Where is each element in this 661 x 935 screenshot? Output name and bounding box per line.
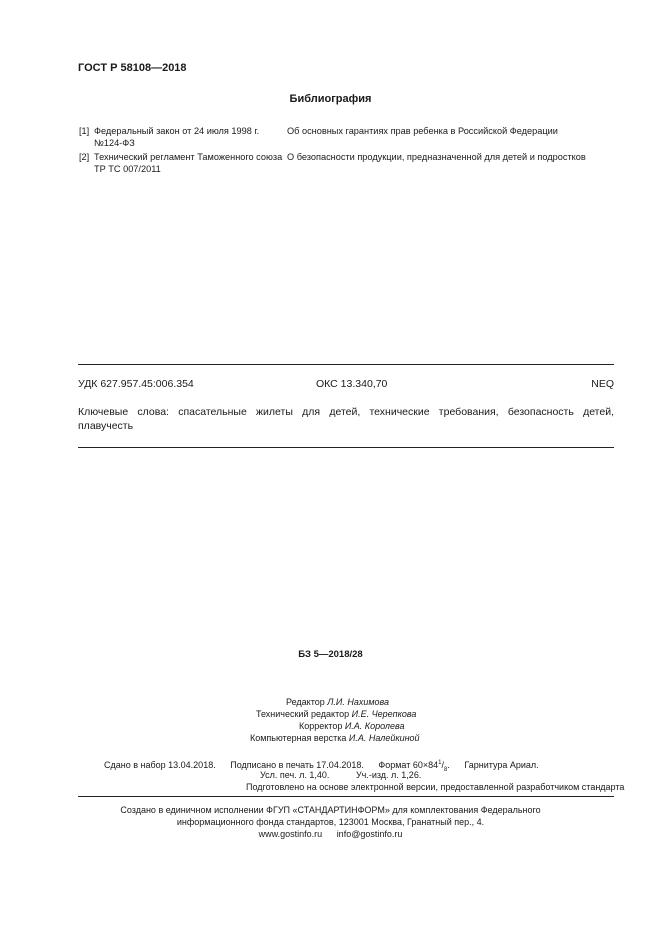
bibliography-item-source: Технический регламент Таможенного союза ТР ТС 007/2011 — [94, 152, 283, 174]
typeface: Гарнитура Ариал. — [464, 760, 539, 770]
udk-code: УДК 627.957.45:006.354 — [78, 378, 194, 390]
staff-person: И.А. Королева — [344, 721, 405, 731]
bibliography-title: Библиография — [289, 93, 372, 105]
staff-role: Редактор — [286, 697, 325, 707]
footer-line-1: Создано в единичном исполнении ФГУП «СТАНДАРТИНФОРМ» для комплектования Федерального — [120, 805, 541, 815]
bibliography-item-title: О безопасности продукции, предназначенной для детей и подростков — [287, 152, 586, 162]
publisher-footer — [0, 804, 661, 840]
staff-person: И.А. Налейкиной — [348, 733, 420, 743]
divider-bottom — [78, 796, 614, 797]
divider-top — [78, 364, 614, 365]
bibliography-item-source: Федеральный закон от 24 июля 1998 г. №124-ФЗ — [94, 126, 260, 148]
staff-role: Технический редактор — [256, 709, 350, 719]
footer-links — [0, 828, 661, 840]
oks-code: ОКС 13.340,70 — [316, 378, 388, 390]
publishing-sheets: Уч.-изд. л. 1,26. — [355, 770, 422, 780]
submitted-date: Сдано в набор 13.04.2018. — [104, 760, 216, 770]
document-code: ГОСТ Р 58108—2018 — [78, 62, 187, 74]
staff-line-corrector — [299, 720, 405, 732]
format-numerator: 1 — [438, 760, 442, 766]
divider-middle — [78, 447, 614, 448]
bz-number: БЗ 5—2018/28 — [298, 649, 363, 660]
staff-role: Корректор — [299, 721, 343, 731]
footer-line-2: информационного фонда стандартов, 123001 Москва, Гранатный пер., 4. — [176, 817, 485, 827]
print-sheets: Усл. печ. л. 1,40. — [260, 770, 330, 780]
conformity-code: NEQ — [591, 378, 614, 390]
website-link[interactable]: www.gostinfo.ru — [258, 829, 323, 839]
prepared-note: Подготовлено на основе электронной версии, предоставленной разработчиком стандарта — [246, 782, 625, 792]
keywords: Ключевые слова: спасательные жилеты для детей, технические требования, безопасность детей, плавучесть — [78, 406, 614, 432]
bibliography-item-number: [1] — [79, 126, 90, 136]
staff-line-tech-editor — [256, 708, 416, 720]
staff-person: И.Е. Черепкова — [351, 709, 417, 719]
bibliography-item-title: Об основных гарантиях прав ребенка в Российской Федерации — [287, 126, 558, 136]
email-link[interactable]: info@gostinfo.ru — [336, 829, 403, 839]
paper-format: Формат $60\times 84^1/_8$. — [378, 760, 450, 773]
staff-line-editor — [286, 696, 389, 708]
classification-row — [78, 378, 614, 392]
signed-date: Подписано в печать 17.04.2018. — [230, 760, 364, 770]
staff-role: Компьютерная верстка — [250, 733, 347, 743]
staff-line-layout — [250, 732, 420, 744]
bibliography-item — [79, 125, 619, 151]
format-prefix: Формат 60×84 — [378, 760, 439, 770]
bibliography-item-number: [2] — [79, 152, 90, 162]
staff-person: Л.И. Нахимова — [327, 697, 390, 707]
format-denominator: 8 — [443, 766, 448, 773]
bibliography-item — [79, 151, 619, 177]
